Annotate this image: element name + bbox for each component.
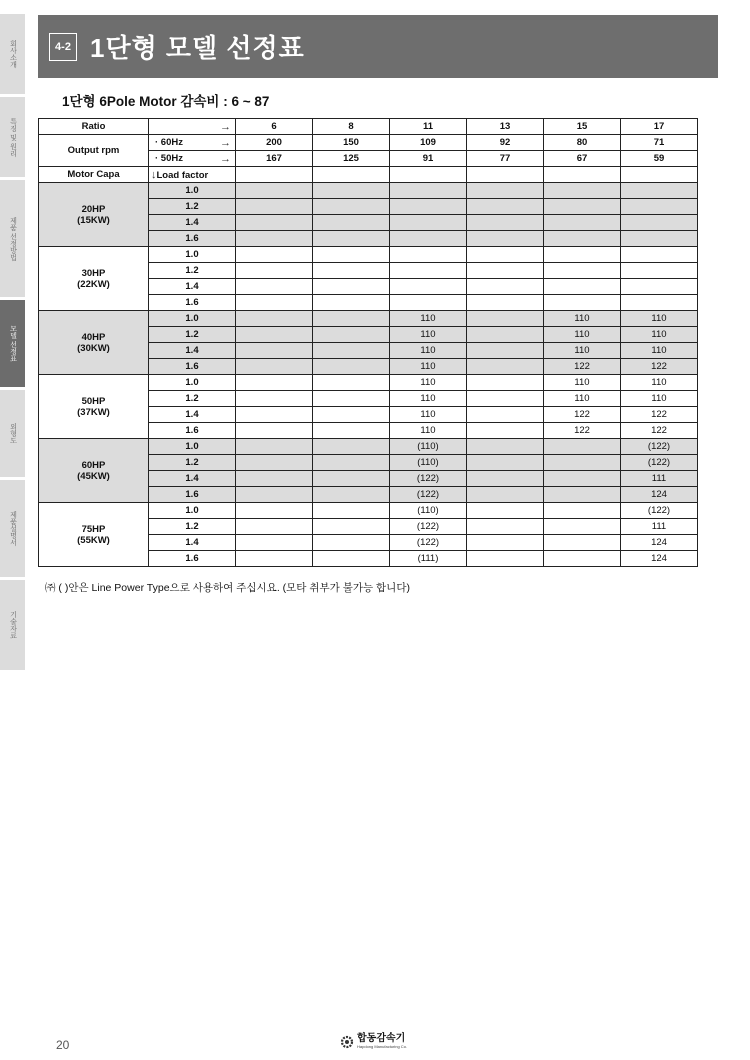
motor-kw: (37KW)	[77, 406, 110, 418]
model-cell: (122)	[390, 519, 467, 535]
ratios-cell: 17	[621, 119, 698, 135]
motor-hp: 40HP	[81, 331, 106, 343]
logo-subtitle: Hapdong Manufacturing Co.	[357, 1044, 408, 1049]
model-cell	[390, 183, 467, 199]
model-cell	[467, 359, 544, 375]
ratios-cell: 8	[313, 119, 390, 135]
model-cell	[544, 455, 621, 471]
model-cell: (122)	[621, 455, 698, 471]
model-cell	[236, 311, 313, 327]
model-cell	[544, 247, 621, 263]
model-cell	[544, 183, 621, 199]
model-cell	[621, 295, 698, 311]
motor-kw: (45KW)	[77, 470, 110, 482]
down-arrow-icon: ↓	[151, 168, 157, 181]
side-tab[interactable]	[0, 97, 25, 178]
model-cell: 110	[390, 343, 467, 359]
model-cell: 122	[621, 423, 698, 439]
model-cell	[544, 551, 621, 567]
side-tab[interactable]	[0, 300, 25, 388]
model-cell: (110)	[390, 503, 467, 519]
model-cell	[621, 231, 698, 247]
table-row	[39, 247, 698, 263]
output-rpm-label: Output rpm	[39, 135, 149, 167]
model-cell	[544, 263, 621, 279]
rpm60-cell: 71	[621, 135, 698, 151]
model-cell	[313, 247, 390, 263]
model-cell	[467, 295, 544, 311]
model-cell	[544, 471, 621, 487]
model-cell: 110	[621, 311, 698, 327]
model-cell	[621, 263, 698, 279]
model-cell: (122)	[621, 439, 698, 455]
side-tab-label: 모델 선정표	[9, 325, 17, 362]
model-cell	[313, 343, 390, 359]
model-cell: 122	[544, 359, 621, 375]
motor-hp: 75HP	[81, 523, 106, 535]
table-row	[39, 183, 698, 199]
model-cell	[236, 231, 313, 247]
load-factor-cell: 1.2	[149, 455, 236, 471]
side-tab[interactable]	[0, 480, 25, 578]
model-cell	[236, 439, 313, 455]
model-cell	[313, 183, 390, 199]
model-cell: 110	[544, 375, 621, 391]
model-cell	[544, 535, 621, 551]
model-cell	[236, 375, 313, 391]
column-header-row	[39, 167, 698, 183]
model-cell: 122	[544, 407, 621, 423]
model-cell	[236, 343, 313, 359]
model-selection-table	[38, 118, 698, 567]
model-cell: 110	[390, 423, 467, 439]
table-row	[39, 311, 698, 327]
arrow-icon: →	[220, 120, 231, 133]
load-factor-cell: 1.6	[149, 423, 236, 439]
model-cell	[390, 279, 467, 295]
model-cell	[313, 279, 390, 295]
motor-capa-cell	[39, 503, 149, 567]
model-cell	[544, 519, 621, 535]
motor-hp: 50HP	[81, 395, 106, 407]
load-factor-cell: 1.6	[149, 295, 236, 311]
table-subtitle: 1단형 6Pole Motor 감속비 : 6 ~ 87	[62, 94, 270, 109]
model-cell: (111)	[390, 551, 467, 567]
model-cell	[313, 215, 390, 231]
model-cell	[467, 439, 544, 455]
model-cell: 110	[544, 311, 621, 327]
model-cell	[236, 407, 313, 423]
logo-name: 합동감속기	[357, 1033, 406, 1044]
gear-icon	[340, 1035, 354, 1049]
rpm50-cell: 91	[390, 151, 467, 167]
ratios-cell: 6	[236, 119, 313, 135]
model-cell	[467, 343, 544, 359]
model-cell	[313, 231, 390, 247]
model-cell	[467, 263, 544, 279]
arrow-icon: →	[220, 136, 231, 149]
load-factor-cell: 1.2	[149, 263, 236, 279]
motor-kw: (55KW)	[77, 534, 110, 546]
model-cell	[236, 535, 313, 551]
model-cell	[313, 471, 390, 487]
model-cell	[621, 279, 698, 295]
model-cell	[236, 519, 313, 535]
model-cell	[390, 215, 467, 231]
model-cell	[390, 231, 467, 247]
model-cell	[544, 295, 621, 311]
motor-capa-cell	[39, 311, 149, 375]
side-tab[interactable]	[0, 180, 25, 298]
motor-capa-cell	[39, 247, 149, 311]
model-cell: (122)	[621, 503, 698, 519]
load-factor-cell: 1.2	[149, 519, 236, 535]
model-cell	[236, 199, 313, 215]
model-cell: 110	[390, 327, 467, 343]
rpm50-cell: 77	[467, 151, 544, 167]
model-cell	[313, 311, 390, 327]
model-cell: (122)	[390, 471, 467, 487]
load-factor-cell: 1.2	[149, 391, 236, 407]
company-logo	[340, 1034, 407, 1049]
model-cell	[467, 487, 544, 503]
model-cell	[621, 199, 698, 215]
model-cell	[467, 471, 544, 487]
rpm60-cell: 150	[313, 135, 390, 151]
table-row	[39, 375, 698, 391]
model-cell: 122	[544, 423, 621, 439]
model-cell	[544, 199, 621, 215]
model-cell: 110	[621, 375, 698, 391]
rpm50-cell: 67	[544, 151, 621, 167]
motor-kw: (30KW)	[77, 342, 110, 354]
model-cell	[467, 231, 544, 247]
load-factor-cell: 1.0	[149, 183, 236, 199]
load-factor-cell: 1.0	[149, 311, 236, 327]
side-tab-label: 외형도	[9, 423, 17, 444]
load-factor-cell: 1.2	[149, 327, 236, 343]
motor-capa-label: Motor Capa	[39, 167, 149, 183]
model-cell	[236, 359, 313, 375]
model-cell	[467, 423, 544, 439]
model-cell	[467, 455, 544, 471]
model-cell: 111	[621, 519, 698, 535]
model-cell: 110	[390, 311, 467, 327]
side-tab-label: 특징 및 원리	[9, 117, 17, 157]
motor-kw: (15KW)	[77, 214, 110, 226]
model-cell: 110	[544, 391, 621, 407]
hz50-label: · 50Hz	[155, 152, 183, 164]
model-cell	[313, 407, 390, 423]
page-number: 20	[56, 1038, 70, 1052]
model-cell	[313, 423, 390, 439]
load-factor-cell: 1.4	[149, 343, 236, 359]
model-cell: 124	[621, 551, 698, 567]
table-row	[39, 439, 698, 455]
load-factor-label: Load factor	[156, 169, 209, 181]
model-cell	[544, 439, 621, 455]
model-cell	[467, 503, 544, 519]
model-cell	[467, 183, 544, 199]
model-cell	[467, 551, 544, 567]
page-title: 1단형 모델 선정표	[90, 33, 305, 63]
rpm50-cell: 59	[621, 151, 698, 167]
model-cell	[467, 247, 544, 263]
model-cell	[467, 375, 544, 391]
motor-capa-cell	[39, 439, 149, 503]
model-cell	[313, 519, 390, 535]
model-cell: 110	[390, 391, 467, 407]
model-cell	[236, 247, 313, 263]
side-tab-label: 회사소개	[9, 40, 17, 68]
load-factor-cell: 1.0	[149, 375, 236, 391]
model-cell	[621, 215, 698, 231]
model-cell	[313, 455, 390, 471]
model-cell: 122	[621, 359, 698, 375]
side-tab-label: 제품설명서	[9, 511, 17, 546]
model-cell	[313, 295, 390, 311]
model-cell: 110	[621, 391, 698, 407]
table-row	[39, 503, 698, 519]
model-cell: 110	[621, 343, 698, 359]
model-cell	[621, 183, 698, 199]
model-cell: 110	[621, 327, 698, 343]
model-cell	[313, 551, 390, 567]
model-cell	[236, 423, 313, 439]
model-cell	[467, 199, 544, 215]
model-cell	[236, 215, 313, 231]
model-cell	[236, 487, 313, 503]
model-cell: 111	[621, 471, 698, 487]
rpm60-cell: 200	[236, 135, 313, 151]
model-cell	[390, 247, 467, 263]
model-cell	[467, 327, 544, 343]
model-cell	[236, 327, 313, 343]
section-number-badge: 4-2	[49, 33, 77, 61]
rpm50-cell: 167	[236, 151, 313, 167]
model-cell	[544, 279, 621, 295]
model-cell	[236, 503, 313, 519]
model-cell: 110	[390, 359, 467, 375]
model-cell	[236, 551, 313, 567]
model-cell	[621, 247, 698, 263]
load-factor-cell: 1.6	[149, 231, 236, 247]
ratios-cell: 13	[467, 119, 544, 135]
model-cell	[467, 407, 544, 423]
model-cell	[313, 535, 390, 551]
model-cell: (122)	[390, 487, 467, 503]
model-cell	[236, 295, 313, 311]
model-cell	[544, 215, 621, 231]
model-cell	[467, 535, 544, 551]
model-cell	[544, 503, 621, 519]
model-cell	[236, 391, 313, 407]
ratios-cell: 11	[390, 119, 467, 135]
rpm60-cell: 92	[467, 135, 544, 151]
model-cell	[236, 455, 313, 471]
load-factor-cell: 1.4	[149, 407, 236, 423]
ratio-label: Ratio	[39, 119, 149, 135]
model-cell: 124	[621, 487, 698, 503]
motor-hp: 60HP	[81, 459, 106, 471]
model-cell	[236, 279, 313, 295]
model-cell: 122	[621, 407, 698, 423]
model-cell	[236, 183, 313, 199]
footnote: ㈜ ( )안은 Line Power Type으로 사용하여 주십시요. (모타 취부가 불가능 합니다)	[45, 582, 410, 594]
model-cell	[467, 279, 544, 295]
model-cell	[390, 295, 467, 311]
side-tab[interactable]	[0, 580, 25, 671]
load-factor-cell: 1.6	[149, 359, 236, 375]
model-cell: 110	[544, 327, 621, 343]
load-factor-cell: 1.0	[149, 503, 236, 519]
model-cell	[313, 503, 390, 519]
load-factor-cell: 1.2	[149, 199, 236, 215]
model-cell	[313, 375, 390, 391]
load-factor-cell: 1.0	[149, 439, 236, 455]
model-cell	[467, 391, 544, 407]
model-cell	[313, 391, 390, 407]
hz60-label: · 60Hz	[155, 136, 183, 148]
arrow-icon: →	[220, 152, 231, 165]
rpm60-cell: 80	[544, 135, 621, 151]
model-cell	[390, 199, 467, 215]
load-factor-cell: 1.4	[149, 471, 236, 487]
motor-capa-cell	[39, 375, 149, 439]
model-cell	[544, 231, 621, 247]
motor-capa-cell	[39, 183, 149, 247]
model-cell: 124	[621, 535, 698, 551]
model-cell	[390, 263, 467, 279]
model-cell	[313, 487, 390, 503]
section-header	[38, 15, 718, 78]
side-tab[interactable]	[0, 390, 25, 478]
load-factor-cell: 1.4	[149, 279, 236, 295]
side-tab-label: 기술자료	[9, 611, 17, 639]
model-cell	[313, 439, 390, 455]
model-cell	[313, 327, 390, 343]
rpm-60hz-row	[39, 135, 698, 151]
model-cell	[467, 519, 544, 535]
model-cell	[236, 471, 313, 487]
rpm60-cell: 109	[390, 135, 467, 151]
load-factor-cell: 1.4	[149, 215, 236, 231]
motor-hp: 30HP	[81, 267, 106, 279]
side-tab-label: 제품 선정방법	[9, 216, 17, 261]
motor-hp: 20HP	[81, 203, 106, 215]
ratio-row	[39, 119, 698, 135]
load-factor-cell: 1.4	[149, 535, 236, 551]
model-cell	[313, 359, 390, 375]
model-cell	[467, 311, 544, 327]
model-cell: 110	[544, 343, 621, 359]
model-cell: (110)	[390, 455, 467, 471]
model-cell	[544, 487, 621, 503]
motor-kw: (22KW)	[77, 278, 110, 290]
load-factor-cell: 1.0	[149, 247, 236, 263]
model-cell	[236, 263, 313, 279]
rpm50-cell: 125	[313, 151, 390, 167]
ratios-cell: 15	[544, 119, 621, 135]
model-cell	[467, 215, 544, 231]
model-cell: (122)	[390, 535, 467, 551]
load-factor-cell: 1.6	[149, 487, 236, 503]
model-cell	[313, 263, 390, 279]
model-cell: 110	[390, 375, 467, 391]
model-cell: 110	[390, 407, 467, 423]
model-cell	[313, 199, 390, 215]
model-cell: (110)	[390, 439, 467, 455]
load-factor-cell: 1.6	[149, 551, 236, 567]
side-tab[interactable]	[0, 14, 25, 95]
